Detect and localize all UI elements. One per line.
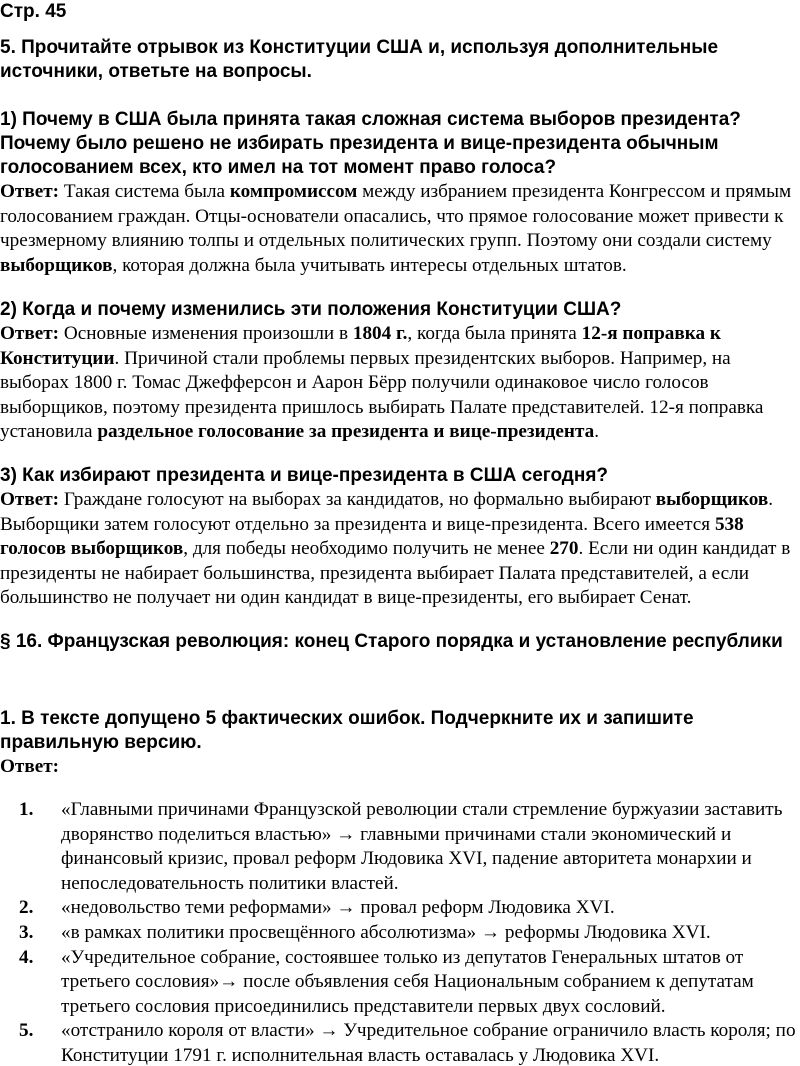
list-item-number: 1.	[19, 799, 34, 820]
errors-list-block	[0, 798, 800, 1066]
answer-label: Ответ:	[0, 323, 60, 344]
question-3-block	[0, 464, 800, 611]
list-item	[0, 896, 800, 921]
answer-label: Ответ:	[0, 489, 60, 510]
answer-label: Ответ:	[0, 181, 60, 202]
list-item	[0, 1019, 800, 1066]
task1-heading: 1. В тексте допущено 5 фактических ошибок. Подчеркните их и запишите правильную версию.	[0, 708, 694, 753]
list-item-number: 4.	[19, 946, 34, 968]
answer-1: Ответ: Такая система была компромиссом между избранием президента Конгрессом и прямым голосованием граждан. Отцы-основатели опасались, что прямое голосование может привести к чрезмерному влиянию толпы и отдельных политических групп. Поэтому они создали систему выборщиков, которая должна была учитывать интересы отдельных штатов.	[0, 181, 792, 276]
page-label-block	[0, 0, 800, 24]
question-1: 1) Почему в США была принята такая сложная система выборов президента? Почему было решено не избирать президента и вице-президента обычным голосованием всех, кто имел на тот момент право голоса?	[0, 109, 741, 178]
question-2-block	[0, 298, 800, 445]
list-item	[0, 921, 800, 946]
task5-heading-block	[0, 36, 800, 84]
list-item-number: 5.	[19, 1020, 34, 1042]
list-item-text: «Учредительное собрание, состоявшее только из депутатов Генеральных штатов от третьего сословия»→ после объявления себя Национальным собранием к депутатам третьего сословия присоединились представители первых двух сословий.	[61, 946, 754, 1017]
answer-2: Ответ: Основные изменения произошли в 1804 г., когда была принята 12-я поправка к Конституции. Причиной стали проблемы первых президентских выборов. Например, на выборах 1800 г. Томас Джефферсон и Аарон Бёрр получили одинаковое число голосов выборщиков, поэтому президента пришлось выбирать Палате представителей. 12-я поправка установила раздельное голосование за президента и вице-президента.	[0, 323, 764, 443]
list-item-text: «отстранило короля от власти» → Учредительное собрание ограничило власть короля; по Конституции 1791 г. исполнительная власть оставалась у Людовика XVI.	[61, 1020, 796, 1066]
list-item	[0, 798, 800, 896]
list-item-text: «недовольство теми реформами» → провал реформ Людовика XVI.	[61, 897, 615, 919]
question-1-block	[0, 108, 800, 278]
task1-answer-label-line	[0, 755, 800, 780]
list-item-text: «в рамках политики просвещённого абсолютизма» → реформы Людовика XVI.	[61, 921, 711, 943]
section-16-block	[0, 630, 800, 654]
list-item-text: «Главными причинами Французской революции стали стремление буржуазии заставить дворянство поделиться властью» → главными причинами стали экономический и финансовый кризис, провал реформ Людовика XVI, падение авторитета монархии и непоследовательность политики властей.	[61, 799, 783, 894]
answer-label: Ответ:	[0, 756, 60, 777]
errors-list	[0, 798, 800, 1066]
section16-task1-block	[0, 707, 800, 780]
list-item	[0, 946, 800, 1020]
question-3: 3) Как избирают президента и вице-президента в США сегодня?	[0, 465, 609, 486]
answer-3: Ответ: Граждане голосуют на выборах за кандидатов, но формально выбирают выборщиков. Выборщики затем голосуют отдельно за президента и вице-президента. Всего имеется 538 голосов выборщиков, для победы необходимо получить не менее 270. Если ни один кандидат в президенты не набирает большинства, президента выбирает Палата представителей, а если большинство не получает ни один кандидат в вице-президенты, его выбирает Сенат.	[0, 489, 791, 609]
list-item-number: 3.	[19, 921, 34, 943]
list-item-number: 2.	[19, 897, 34, 919]
page-label: Стр. 45	[0, 1, 67, 22]
section-title: § 16. Французская революция: конец Старого порядка и установление республики	[0, 631, 783, 652]
question-2: 2) Когда и почему изменились эти положения Конституции США?	[0, 299, 622, 320]
task5-heading: 5. Прочитайте отрывок из Конституции США и, используя дополнительные источники, ответьте на вопросы.	[0, 37, 719, 82]
